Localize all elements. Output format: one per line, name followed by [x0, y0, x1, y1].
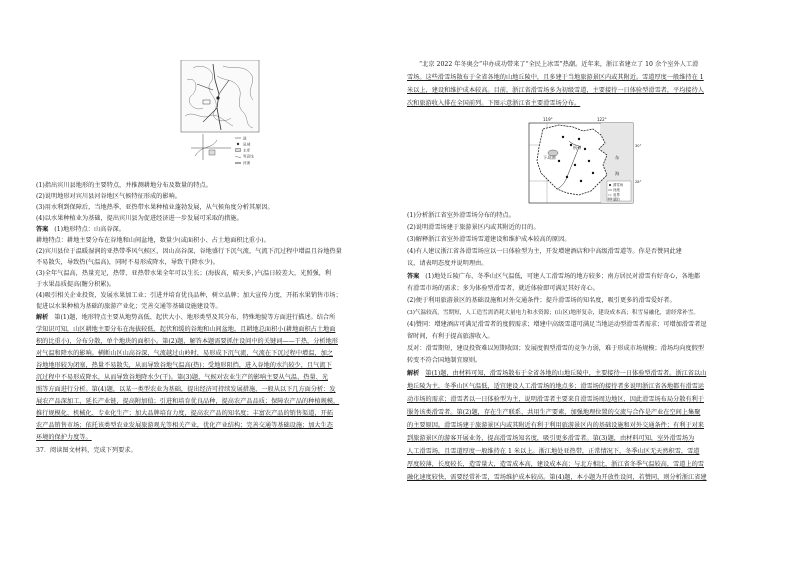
analysis-line: 农产品销售市场；依托该类型农业发展旅游观光等相关产业，优化产业结构；完善交通等基础设施；加大生态	[36, 422, 333, 429]
next-question: 37．阅读图文材料，完成下列要求。	[36, 447, 137, 454]
analysis-line: 展农产品深加工，延长产业链，提高附加值；引进和培育优良品种，提高农产品品质；保障农产品的种植规模，	[36, 398, 340, 405]
analysis-line: 动市场的需求；滑雪者以一日体验型为主，说明滑雪者主要来自滑雪场周边地区，因此滑雪场布局分散有利于	[407, 396, 704, 403]
zhejiang-ski-resort-map	[519, 115, 651, 207]
analysis-line: 服务该类滑雪者。第(2)题，存在生产联系、共用生产要素、加强地理位置的交流与合作是产业在空间上集聚	[407, 409, 701, 416]
map-legend-lake: 湖泊	[613, 197, 620, 202]
question-1: (1)指出宾川县地形的主要特点，并推测耕地分布及数量的特点。	[36, 182, 212, 189]
analysis-line: 推行规模化、机械化、专业化生产；加大品牌培育力度，提高农产品的知名度；丰富农产品的销售渠道，开拓	[36, 410, 333, 417]
map-label-lat1: 30°	[635, 144, 642, 148]
map-legend-ski: 滑雪场	[613, 183, 624, 187]
intro-line: “北京 2022 年冬奥会”申办成功带来了“全民上冰雪”热潮。近年来，浙江省建立了 10 余个室外人工滑	[419, 61, 699, 68]
answer-line: 不易散失，导致热(气温高)，同时不易形成降水，导致干(降水少)。	[36, 259, 219, 266]
map-label-lon2: 122°	[597, 117, 607, 122]
question-4: (4)有人建议浙江省各滑雪场应以一日体验型为主，开发增建酒店和中高级滑雪道等。你是否赞同此建	[407, 248, 682, 255]
answer-line: 耕地特点：耕地主要分布在谷地和山间盆地，数量少(或面积小、占土地面积比重小)。	[36, 237, 270, 244]
question-4-cont: 议，请表明态度并说明理由。	[407, 260, 488, 267]
map-legend-border: 省界	[613, 193, 620, 197]
analysis-line: 沉过程中不易形成降水，从而导致谷地降水少(干)。第(3)题，气候对农业生产的影响主要从气温、热量、光	[36, 374, 329, 381]
map-legend-item: 等高线	[243, 154, 254, 159]
map-label-lon1: 119°	[543, 117, 553, 122]
analysis-line: 厚度较薄，长度较长，造雪量大，造雪成本高，建设成本高；与北方相比，浙江省冬季气温较高，雪道上的雪	[407, 461, 704, 468]
analysis-line: 到旅游景区的游客开展业务，提高滑雪场知名度，吸引更多滑雪者。第(3)题，由材料可知，室外滑雪场为	[407, 435, 695, 442]
map-label-sea2: 海	[615, 171, 620, 176]
map-legend-item: 道	[243, 136, 247, 141]
binchuan-topographic-map	[173, 60, 273, 175]
answer-label: 答案	[407, 273, 420, 280]
answer-line: (2)便于利用旅游景区的基础设施和对外交通条件；提升滑雪场的知名度，吸引更多的滑雪爱好者。	[407, 297, 676, 304]
question-4: (4)以水果种植业为基础，提出宾川县为促进经济进一步发展可采取的措施。	[36, 215, 243, 222]
analysis-line: 地丘陵为主，冬季山区气温低，适宜建设人工滑雪场的地点多；滑雪场的接待者多说明浙江省各地都有滑雪运	[407, 383, 704, 390]
question-2: (2)说明滑雪场建于旅游景区内或其附近的目的。	[407, 224, 540, 231]
intro-line: 次和旅游收入排在全国前列。下图示意浙江省主要滑雪场分布。	[407, 100, 581, 107]
map-label-lat2: 28°	[635, 180, 642, 184]
answer-line: (4)吸引相关企业投资，发展水果加工业；引进并培育优良品种，树立品牌；加大宣传力度，开拓水果销售市场；	[36, 292, 342, 299]
answer-line: (4)赞同：增建酒店可满足滑雪者的度假需求；增建中高级雪道可满足当地运动型滑雪者需求；可增加滑雪者逗	[407, 321, 707, 328]
analysis-line: 环境的保护力度等。	[36, 434, 92, 441]
analysis-line: 解析 第(1)题，地形特点主要从地势高低、起伏大小、地形类型及其分布、特殊地貌等方面进行描述。结合所	[36, 314, 336, 321]
answer-label: 答案	[36, 226, 49, 233]
analysis-line: 人工滑雪场，且雪道厚度一般维持在 1 米以上。浙江地处亚热带，正常情况下，冬季山区无天然积雪，雪道	[407, 448, 700, 455]
answer-line: 反对：滑雪期短，建设投资难以短期收回；发展度假型滑雪的竞争力弱，难于形成市场规模；滑场均向度假型	[407, 345, 704, 352]
map-label-lake: 下岛湖	[543, 155, 556, 160]
map-label-sea1: 东	[615, 155, 620, 160]
analysis-line: 融化速度较快，需要经常补雪，雪场维护成本较高。第(4)题，本小题为开放性设问，若赞同，则分析浙江省建	[407, 474, 707, 481]
analysis-line: 解析 第(1)题，由材料可知，滑雪场散布于全省各地的山地丘陵中，主要接待一日体验型滑雪者。浙江省以山	[407, 370, 707, 377]
analysis-label: 解析	[407, 370, 420, 377]
answer-line: (3)全年气温高，热量充足，热带、亚热带水果全年可以生长；(海拔高，晴天多，)气温日较差大，光照强，利	[36, 270, 332, 277]
analysis-line: 照等方面进行分析。第(4)题，以某一类型农业为基础，提出经济可持续发展措施，一般从以下几方面分析：发	[36, 386, 336, 393]
analysis-label: 解析	[36, 314, 49, 321]
answer-line: 转变不符合国地制宜原则。	[407, 357, 482, 364]
answer-line: 于水果品质提高(糖分积累)。	[36, 281, 116, 288]
intro-line: 雪场。这些滑雪场散布于全省各地的山地丘陵中，且多建于当地旅游景区内或其附近。雪道厚度一般维持在 1	[407, 74, 704, 81]
map-label-hangzhou: 杭州	[573, 145, 582, 150]
question-2: (2)说明地形对宾川县河谷地区气候特征形成的影响。	[36, 193, 181, 200]
answer-line: (3)气温较高，雪期短，人工造雪需消耗大量电力和水资源；(山区)地形复杂，建设成本高；积雪易融化，需经常补雪。	[407, 310, 699, 316]
answer-line: 有滑雪市场的需求；多为体验型滑雪者，就近体验即可满足其好奇心。	[407, 285, 599, 292]
question-1: (1)分析浙江省室外滑雪场分布的特点。	[407, 212, 515, 219]
answer-line: 留时间，有利于提高旅游收入。	[407, 333, 494, 340]
answer-line: 答案 (1)地形特点：山高谷深。	[36, 226, 125, 233]
analysis-line: 学知识可知，山区耕地主要分布在海拔较低、起伏和缓的谷地和山间盆地，且耕地总面积小(耕地面积占土地面	[36, 326, 336, 333]
analysis-line: 谷地地形较为闭塞，热量不易散失，从而导致谷地气温高(热)；受地形阻挡，进入谷地的水汽较少，且气流下	[36, 362, 332, 369]
question-3: (3)解释浙江省室外滑雪场雪道建设和维护成本较高的原因。	[407, 236, 571, 243]
answer-line: 答案 (1)地处丘陵广布，冬季山区气温低，可建人工滑雪场的地方较多；南方居民对滑雪有好奇心，各地都	[407, 273, 701, 280]
map-legend-river: 河流	[613, 188, 620, 192]
map-legend-item: 县城	[243, 142, 251, 147]
intro-line: 米以上，建设和维护成本较高。目前，浙江省滑雪场多为初级雪道，主要接待一日体验型滑雪者，平均接待人	[407, 87, 704, 94]
map-legend-item: 河流	[243, 161, 251, 165]
question-3: (3)用水利到保障后，当地热季、亚热带水果种植业蓬勃发展，从气候角度分析其原因。	[36, 204, 274, 211]
analysis-line: 对气温和降水的影响。横断山区山高谷深，气流越过山岭时，易形成下沉气流，气流在下沉过程中增温，加之	[36, 350, 333, 357]
analysis-line: 的主要原因。滑雪场建于旅游景区内或其附近有利于利用旅游景区内的基础设施和对外交通条件；有利于对来	[407, 422, 704, 429]
map-legend-item: 水库	[243, 148, 251, 153]
answer-line: (2)宾川县位于温暖湿润的亚热带季风气候区，因山高谷深，谷地盛行下沉气流，气流下沉过程中增温且谷地热量	[36, 248, 342, 255]
answer-line: 促进以水果种植为基础的旅游产业化；完善交通等基础设施建设等。	[36, 303, 222, 310]
analysis-line: 积的比重小)，分布分散，单个地块的面积小。第(2)题，解答本题需要抓住设问中的关键词——干热，分析地形	[36, 338, 338, 345]
